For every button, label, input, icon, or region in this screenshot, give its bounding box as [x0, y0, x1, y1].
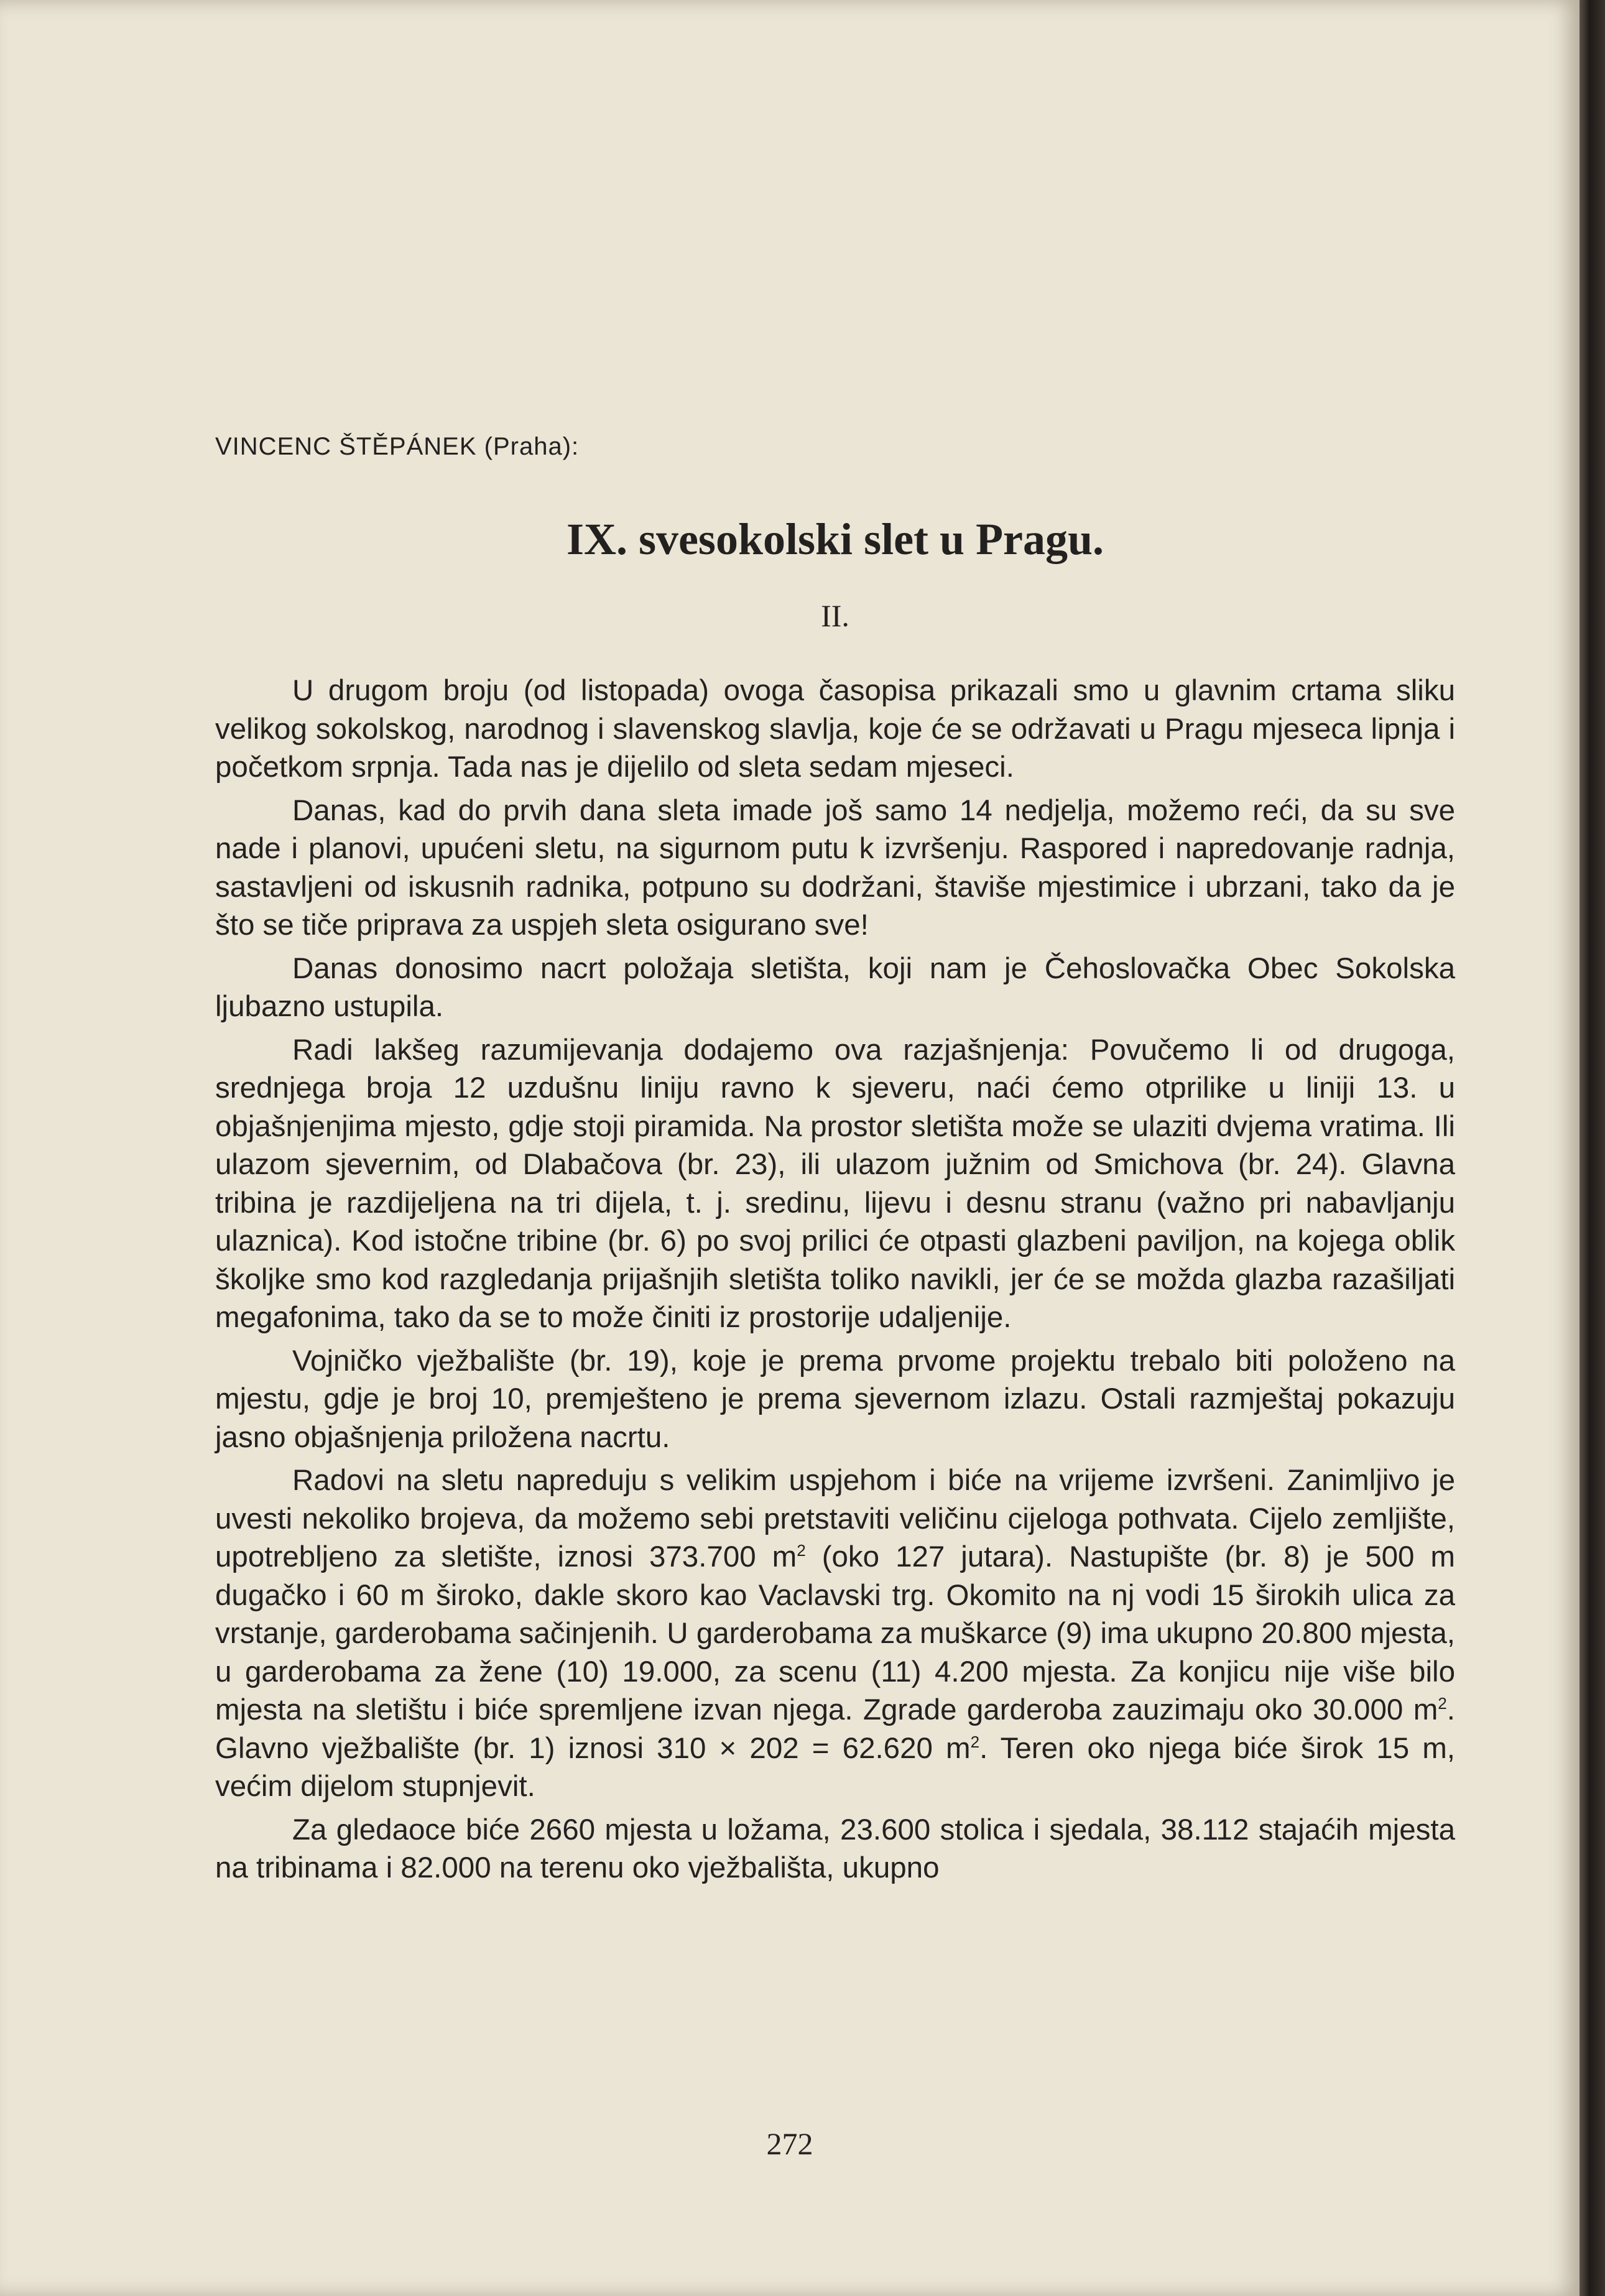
- superscript-2: 2: [970, 1732, 980, 1751]
- paragraph-3: Danas donosimo nacrt položaja sletišta, koji nam je Čehoslovačka Obec Sokolska ljubazno ustupila.: [215, 951, 1455, 1023]
- paragraph-7: Za gledaoce biće 2660 mjesta u ložama, 23.600 stolica i sjedala, 38.112 stajaćih mjesta na tribinama i 82.000 na terenu oko vježbališta, ukupno: [215, 1813, 1455, 1884]
- page-number: 272: [766, 2126, 813, 2161]
- article: [215, 429, 1455, 1892]
- superscript-2: 2: [1438, 1694, 1447, 1713]
- paragraph-6-part-1: Radovi na sletu napreduju s velikim uspjehom i biće na vrijeme izvršeni. Zanimljivo je uvesti nekoliko brojeva, da možemo sebi pretstaviti veličinu cijeloga pothvata. Cijelo zemljište, upotrebljeno za sletište, iznosi 373.700 m: [215, 1464, 1455, 1573]
- part-number: II.: [821, 598, 849, 633]
- paragraph-1: U drugom broju (od listopada) ovoga časopisa prikazali smo u glavnim crtama sliku velikog sokolskog, narodnog i slavenskog slavlja, koje će se održavati u Pragu mjeseca lipnja i početkom srpnja. Tada nas je dijelilo od sleta sedam mjeseci.: [215, 674, 1455, 784]
- author-line: VINCENC ŠTĚPÁNEK (Praha):: [215, 433, 580, 460]
- book-binding-edge: [1580, 0, 1605, 2296]
- paragraph-2: Danas, kad do prvih dana sleta imade još samo 14 nedjelja, možemo reći, da su sve nade i planovi, upućeni sletu, na sigurnom putu k izvršenju. Raspored i napredovanje radnja, sastavljeni od iskusnih radnika, potpuno su dodržani, štaviše mjestimice i ubrzani, tako da je što se tiče priprava za uspjeh sleta osigurano sve!: [215, 794, 1455, 942]
- article-title: IX. svesokolski slet u Pragu.: [566, 514, 1104, 564]
- paragraph-6-part-3: . Glavno vježbalište (br. 1) iznosi 310 × 202 = 62.620 m: [215, 1693, 1455, 1765]
- paragraph-5: Vojničko vježbalište (br. 19), koje je prema prvome projektu trebalo biti položeno na mjestu, gdje je broj 10, premješteno je prema sjevernom izlazu. Ostali razmještaj pokazuju jasno objašnjenja priložena nacrtu.: [215, 1344, 1455, 1454]
- paragraph-4: Radi lakšeg razumijevanja dodajemo ova razjašnjenja: Povučemo li od drugoga, srednjega broja 12 uzdušnu liniju ravno k sjeveru, naći ćemo otprilike u liniji 13. u objašnjenjima mjesto, gdje stoji piramida. Na prostor sletišta može se ulaziti dvjema vratima. Ili ulazom sjevernim, od Dlabačova (br. 23), ili ulazom južnim od Smichova (br. 24). Glavna tribina je razdijeljena na tri dijela, t. j. sredinu, lijevu i desnu stranu (važno pri nabavljanju ulaznica). Kod istočne tribine (br. 6) po svoj prilici će otpasti glazbeni paviljon, na kojega oblik školjke smo kod razgledanja prijašnjih sletišta toliko navikli, jer će se možda glazba razašiljati megafonima, tako da se to može činiti iz prostorije udaljenije.: [215, 1033, 1455, 1334]
- superscript-2: 2: [797, 1541, 806, 1560]
- paragraph-6-part-2: (oko 127 jutara). Nastupište (br. 8) je 500 m dugačko i 60 m široko, dakle skoro kao Vaclavski trg. Okomito na nj vodi 15 širokih ulica za vrstanje, garderobama sačinjenih. U garderobama za muškarce (9) ima ukupno 20.800 mjesta, u garderobama za žene (10) 19.000, za scenu (11) 4.200 mjesta. Za konjicu nije više bilo mjesta na sletištu i biće spremljene izvan njega. Zgrade garderoba zauzimaju oko 30.000 m: [215, 1540, 1455, 1726]
- paragraph-6-part-4: . Teren oko njega biće širok 15 m, većim dijelom stupnjevit.: [215, 1731, 1455, 1803]
- paragraph-6: [215, 1461, 1455, 1806]
